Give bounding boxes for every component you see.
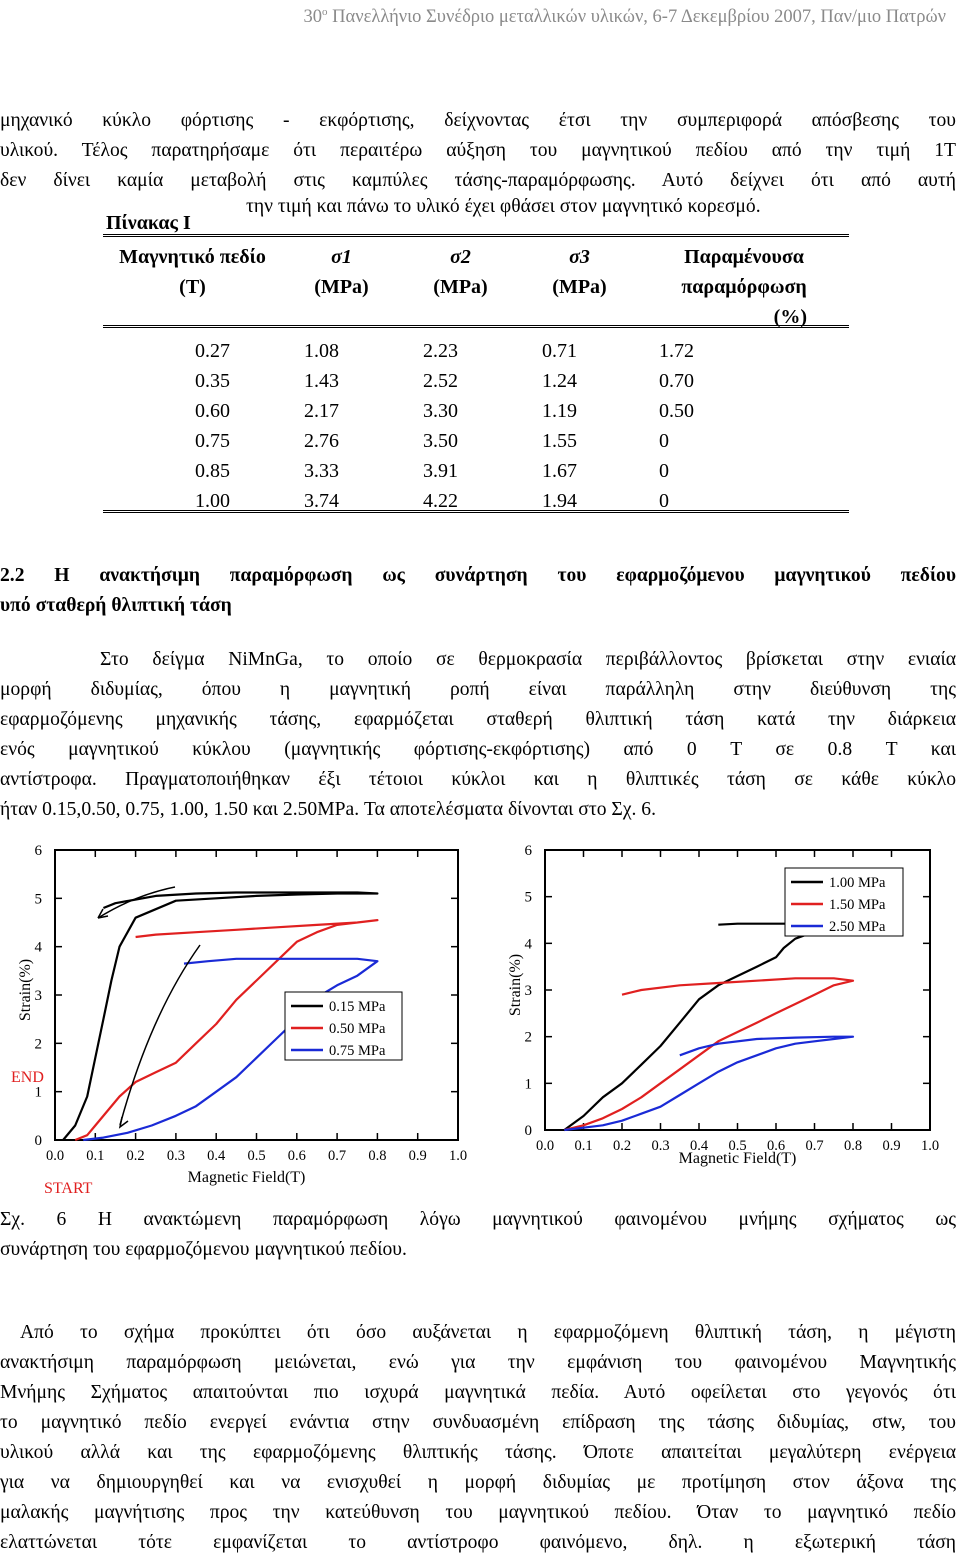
x-tick-label: 0.6 — [287, 1148, 306, 1164]
y-tick-label: 3 — [524, 983, 532, 999]
text-line: ενός μαγνητικού κύκλου (μαγνητικής φόρτισης-εκφόρτισης) από 0 T σε 0.8 T και — [0, 739, 956, 760]
x-tick-label: 0.8 — [368, 1148, 387, 1164]
table-cell: 1.55 — [542, 430, 577, 452]
table-bottom-rule — [103, 510, 849, 516]
page-header: $30^o$ Πανελλήνιο Συνέδριο μεταλλικών υλικών, 6-7 Δεκεμβρίου 2007, Παν/μιο Πατρών — [303, 6, 946, 28]
figure-6 — [0, 835, 960, 1200]
text-line: Μνήμης Σχήματος απαιτούνται πιο ισχυρά μαγνητικά πεδία. Αυτό οφείλεται στο γεγονός ότι — [0, 1382, 956, 1403]
section-title-line: υπό σταθερή θλιπτική τάση — [0, 595, 232, 616]
x-tick-label: 0.0 — [45, 1148, 65, 1164]
table-row — [103, 332, 849, 366]
y-tick-label: 3 — [34, 988, 42, 1004]
table-cell: 0 — [659, 460, 669, 482]
section-title — [0, 561, 956, 621]
x-tick-label: 0.7 — [328, 1148, 347, 1164]
text-line: ανακτήσιμη παραμόρφωση μειώνεται, ενώ για την εμφάνιση του φαινομένου Μαγνητικής — [0, 1352, 956, 1373]
arrow-icon — [98, 887, 175, 918]
x-tick-label: 0.5 — [728, 1138, 747, 1154]
table-cell: 0.71 — [542, 340, 577, 362]
x-tick-label: 0.9 — [408, 1148, 427, 1164]
x-tick-label: 0.9 — [882, 1138, 901, 1154]
table-cell: 0.70 — [659, 370, 694, 392]
text-line: αντίστροφα. Πραγματοποιήθηκαν έξι τέτοιοι κύκλοι και η θλιπτικές τάση σε κάθε κύκλο — [0, 769, 956, 790]
legend-label: 1.00 MPa — [829, 875, 886, 891]
table-cell: 1.08 — [304, 340, 339, 362]
text-line: υλικού αλλά και της εφαρμοζόμενης θλιπτικής τάσης. Όποτε απαιτείται μεγαλύτερη ενέργεια — [0, 1442, 956, 1463]
y-tick-label: 4 — [34, 939, 42, 956]
table-cell: 3.30 — [423, 400, 458, 422]
table-cell: 2.23 — [423, 340, 458, 362]
table-cell: 1.24 — [542, 370, 577, 392]
table-cell: 3.33 — [304, 460, 339, 482]
table-header-rule — [103, 325, 849, 331]
table-cell: 3.91 — [423, 460, 458, 482]
col-header-sigma2: σ2 (MPa) — [433, 246, 488, 298]
arrow-icon — [120, 1117, 128, 1127]
legend-label: 0.50 MPa — [329, 1021, 386, 1037]
chart-right — [507, 843, 939, 1167]
x-tick-label: 1.0 — [920, 1138, 940, 1154]
x-tick-label: 0.0 — [535, 1138, 555, 1154]
legend-label: 2.50 MPa — [829, 919, 886, 935]
table-cell: 1.72 — [659, 340, 694, 362]
table-cell: 0.85 — [195, 460, 230, 482]
section-body — [0, 645, 956, 825]
chart-left — [11, 843, 467, 1197]
y-axis-label: Strain(%) — [507, 953, 524, 1017]
text-line: δεν δίνει καμία μεταβολή στις καμπύλες τάσης-παραμόρφωσης. Αυτό δείχνει ότι από αυτή — [0, 170, 956, 191]
table-cell: 0 — [659, 430, 669, 452]
y-tick-label: 5 — [34, 891, 42, 908]
text-line: μορφή διδυμίας, όπου η μαγνητική ροπή είναι παράλληλη στην διεύθυνση της — [0, 679, 956, 700]
table-cell: 0.75 — [195, 430, 230, 452]
text-line: υλικού. Τέλος παρατηρήσαμε ότι περαιτέρω αύξηση του μαγνητικού πεδίου από την τιμή 1T — [0, 140, 956, 161]
table-header-row — [103, 236, 849, 332]
table-row — [103, 456, 849, 486]
series-line — [564, 978, 853, 1130]
table-cell: 1.43 — [304, 370, 339, 392]
arrow-icon — [120, 945, 200, 1125]
x-tick-label: 0.1 — [86, 1148, 105, 1164]
table-cell: 1.00 — [195, 490, 230, 512]
text-line: ελαττώνεται τότε εμφανίζεται το αντίστροφο φαινόμενο, δηλ. η εξωτερική τάση — [0, 1532, 956, 1553]
y-tick-label: 1 — [524, 1076, 532, 1093]
y-tick-label: 0 — [34, 1133, 42, 1149]
y-tick-label: 6 — [524, 843, 532, 859]
col-header-sigma3: σ3 (MPa) — [552, 246, 607, 298]
legend-label: 0.15 MPa — [329, 999, 386, 1015]
text-line: εφαρμοζόμενης μηχανικής τάσης, εφαρμόζεται σταθερή θλιπτική τάση κατά την διάρκεια — [0, 709, 956, 730]
x-tick-label: 0.3 — [651, 1138, 670, 1154]
x-axis-label: Magnetic Field(T) — [678, 1150, 797, 1167]
x-tick-label: 0.5 — [247, 1148, 266, 1164]
x-tick-label: 0.1 — [574, 1138, 593, 1154]
x-tick-label: 0.2 — [612, 1138, 632, 1154]
legend-label: 0.75 MPa — [329, 1043, 386, 1059]
table-cell: 3.50 — [423, 430, 458, 452]
y-axis-label: Strain(%) — [17, 958, 34, 1022]
table-cell: 4.22 — [423, 490, 458, 512]
table-cell: 0.27 — [195, 340, 230, 362]
table-caption: Πίνακας Ι — [106, 212, 191, 234]
table-row — [103, 426, 849, 456]
text-line: Στο δείγμα NiMnGa, το οποίο σε θερμοκρασία περιβάλλοντος βρίσκεται στην ενιαία — [100, 649, 956, 670]
table-cell: 3.74 — [304, 490, 339, 512]
table-cell: 1.67 — [542, 460, 577, 482]
x-tick-label: 0.7 — [805, 1138, 824, 1154]
y-tick-label: 4 — [524, 936, 532, 953]
y-tick-label: 2 — [524, 1029, 532, 1046]
table-cell: 0.60 — [195, 400, 230, 422]
text-line: ήταν 0.15,0.50, 0.75, 1.00, 1.50 και 2.50MPa. Τα αποτελέσματα δίνονται στο Σχ. 6. — [0, 799, 657, 820]
x-tick-label: 0.2 — [126, 1148, 145, 1164]
series-line — [564, 924, 853, 1130]
table-row — [103, 366, 849, 396]
x-tick-label: 0.4 — [689, 1138, 709, 1154]
x-tick-label: 1.0 — [448, 1148, 468, 1164]
col-header-field: Μαγνητικό πεδίο (T) — [119, 246, 266, 298]
y-tick-label: 6 — [34, 843, 42, 859]
col-header-sigma1: σ1 (MPa) — [314, 246, 369, 298]
x-tick-label: 0.4 — [207, 1148, 226, 1164]
table-cell: 2.76 — [304, 430, 339, 452]
text-line: Από το σχήμα προκύπτει ότι όσο αυξάνεται η εφαρμοζόμενη θλιπτική τάση, η μέγιστη — [20, 1322, 956, 1343]
y-tick-label: 5 — [524, 889, 532, 906]
table-cell: 1.94 — [542, 490, 577, 512]
end-annotation: END — [11, 1069, 44, 1086]
table-cell: 0.35 — [195, 370, 230, 392]
x-axis-label: Magnetic Field(T) — [187, 1169, 306, 1186]
figure-caption — [0, 1205, 956, 1265]
table-cell: 0 — [659, 490, 669, 512]
y-tick-label: 0 — [524, 1123, 532, 1139]
x-tick-label: 0.8 — [843, 1138, 863, 1154]
col-header-residual-strain: Παραμένουσα παραμόρφωση (%) — [681, 246, 807, 328]
text-line: μαλακής μαγνήτισης προς την κατεύθυνση του μαγνητικού πεδίου. Όταν το μαγνητικό πεδίο — [0, 1502, 956, 1523]
x-tick-label: 0.6 — [766, 1138, 786, 1154]
x-tick-label: 0.3 — [166, 1148, 185, 1164]
legend-label: 1.50 MPa — [829, 897, 886, 913]
text-line: μηχανικό κύκλο φόρτισης - εκφόρτισης, δείχνοντας έτσι την συμπεριφορά απόσβεσης του — [0, 110, 956, 131]
caption-line: συνάρτηση του εφαρμοζόμενου μαγνητικού πεδίου. — [0, 1239, 407, 1260]
caption-line: Σχ. 6 Η ανακτώμενη παραμόρφωση λόγω μαγνητικού φαινομένου μνήμης σχήματος ως — [0, 1209, 956, 1230]
text-line: το μαγνητικό πεδίο ενεργεί ενάντια στην συνδυασμένη επίδραση της τάσης διδυμίας, σtw, του — [0, 1412, 956, 1433]
start-annotation: START — [44, 1180, 93, 1197]
final-paragraph — [0, 1318, 956, 1558]
results-table — [103, 236, 849, 516]
table-cell: 2.17 — [304, 400, 339, 422]
text-line: την τιμή και πάνω το υλικό έχει φθάσει στον μαγνητικό κορεσμό. — [246, 196, 761, 217]
table-row — [103, 396, 849, 426]
y-tick-label: 2 — [34, 1036, 42, 1053]
section-title-line: 2.2 Η ανακτήσιμη παραμόρφωση ως συνάρτηση του εφαρμοζόμενου μαγνητικού πεδίου — [0, 565, 956, 586]
table-cell: 1.19 — [542, 400, 577, 422]
y-tick-label: 1 — [34, 1084, 42, 1101]
text-line: για να δημιουργηθεί και να ενισχυθεί η μορφή διδυμίας με προτίμηση στον άξονα της — [0, 1472, 956, 1493]
table-cell: 0.50 — [659, 400, 694, 422]
table-cell: 2.52 — [423, 370, 458, 392]
intro-paragraph — [0, 106, 956, 196]
